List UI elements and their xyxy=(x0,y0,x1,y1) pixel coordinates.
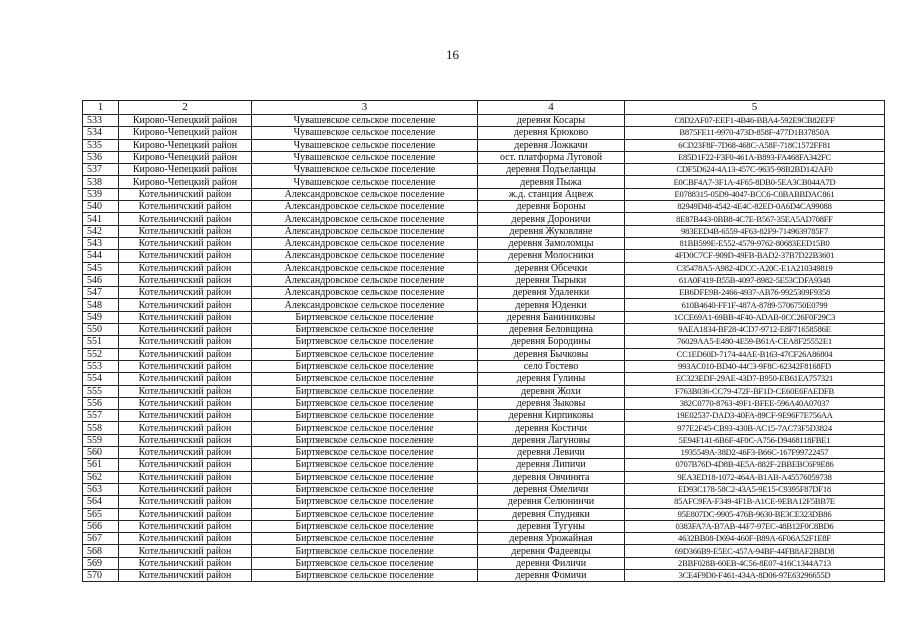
row-number-cell: 548 xyxy=(83,299,119,311)
row-number-cell: 534 xyxy=(83,127,119,139)
guid-cell: CDF5D624-4A13-457C-9635-98B2BD142AF0 xyxy=(625,164,885,176)
row-number-cell: 561 xyxy=(83,459,119,471)
municipality-cell: Александровское сельское поселение xyxy=(252,299,478,311)
row-number-cell: 539 xyxy=(83,188,119,200)
municipality-cell: Александровское сельское поселение xyxy=(252,287,478,299)
municipality-cell: Александровское сельское поселение xyxy=(252,262,478,274)
settlement-registry-table xyxy=(82,100,885,582)
row-number-cell: 549 xyxy=(83,311,119,323)
settlement-cell: деревня Косары xyxy=(478,115,625,127)
row-number-cell: 546 xyxy=(83,274,119,286)
district-cell: Котельничский район xyxy=(119,508,252,520)
guid-cell: 5E94F141-6B6F-4F0C-A756-D9468118FBE1 xyxy=(625,434,885,446)
guid-cell: 76029AA5-E480-4E59-B61A-CEA8F25552E1 xyxy=(625,336,885,348)
row-number-cell: 558 xyxy=(83,422,119,434)
municipality-cell: Александровское сельское поселение xyxy=(252,213,478,225)
district-cell: Котельничский район xyxy=(119,569,252,581)
row-number-cell: 543 xyxy=(83,237,119,249)
settlement-cell: деревня Молосники xyxy=(478,250,625,262)
district-cell: Кирово-Чепецкий район xyxy=(119,151,252,163)
guid-cell: 85AFC9FA-F349-4F1B-A1CE-9EBA12F5BB7E xyxy=(625,496,885,508)
settlement-cell: деревня Бороны xyxy=(478,201,625,213)
row-number-cell: 567 xyxy=(83,533,119,545)
table-row xyxy=(83,447,885,459)
district-cell: Котельничский район xyxy=(119,397,252,409)
settlement-cell: деревня Омеличи xyxy=(478,483,625,495)
district-cell: Котельничский район xyxy=(119,557,252,569)
row-number-cell: 564 xyxy=(83,496,119,508)
table-row xyxy=(83,545,885,557)
row-number-cell: 557 xyxy=(83,410,119,422)
guid-cell: 3CE4F9D0-F461-434A-8D06-97E63296655D xyxy=(625,569,885,581)
guid-cell: C8D2AF07-EEF1-4B46-BBA4-592E9CB82EFF xyxy=(625,115,885,127)
district-cell: Котельничский район xyxy=(119,188,252,200)
settlement-cell: деревня Фомичи xyxy=(478,569,625,581)
header-col-5: 5 xyxy=(625,101,885,115)
table-row xyxy=(83,410,885,422)
row-number-cell: 555 xyxy=(83,385,119,397)
guid-cell: 1CCE69A1-69BB-4F40-ADAB-0CC26F0F29C3 xyxy=(625,311,885,323)
guid-cell: E85D1F22-F3F0-461A-B893-FA468FA342FC xyxy=(625,151,885,163)
row-number-cell: 569 xyxy=(83,557,119,569)
table-row xyxy=(83,262,885,274)
district-cell: Котельничский район xyxy=(119,545,252,557)
district-cell: Котельничский район xyxy=(119,348,252,360)
municipality-cell: Биртяевское сельское поселение xyxy=(252,348,478,360)
table-row xyxy=(83,569,885,581)
district-cell: Котельничский район xyxy=(119,447,252,459)
row-number-cell: 570 xyxy=(83,569,119,581)
settlement-cell: деревня Бородины xyxy=(478,336,625,348)
guid-cell: 382C0770-8763-49F1-BFEE-596A40A07037 xyxy=(625,397,885,409)
guid-cell: 9AEA1834-BF28-4CD7-9712-E8F71658586E xyxy=(625,324,885,336)
municipality-cell: Биртяевское сельское поселение xyxy=(252,533,478,545)
municipality-cell: Биртяевское сельское поселение xyxy=(252,471,478,483)
municipality-cell: Чувашевское сельское поселение xyxy=(252,127,478,139)
settlement-cell: деревня Пыжа xyxy=(478,176,625,188)
table-row xyxy=(83,176,885,188)
guid-cell: CC1ED60D-7174-44AE-B163-47CF26A86804 xyxy=(625,348,885,360)
guid-cell: F763B036-CC79-472F-BF1D-CE60E6FAEDFB xyxy=(625,385,885,397)
table-row xyxy=(83,533,885,545)
municipality-cell: Александровское сельское поселение xyxy=(252,201,478,213)
row-number-cell: 554 xyxy=(83,373,119,385)
settlement-cell: деревня Жохи xyxy=(478,385,625,397)
guid-cell: 4632BB08-D694-460F-B89A-6F06A52F1E8F xyxy=(625,533,885,545)
district-cell: Котельничский район xyxy=(119,520,252,532)
district-cell: Котельничский район xyxy=(119,250,252,262)
settlement-cell: деревня Селюнинчи xyxy=(478,496,625,508)
table-row xyxy=(83,508,885,520)
row-number-cell: 538 xyxy=(83,176,119,188)
district-cell: Котельничский район xyxy=(119,459,252,471)
table-row xyxy=(83,483,885,495)
municipality-cell: Биртяевское сельское поселение xyxy=(252,508,478,520)
guid-cell: 19E02537-DAD3-40FA-89CF-9E96F7E756AA xyxy=(625,410,885,422)
settlement-cell: деревня Липичи xyxy=(478,459,625,471)
municipality-cell: Биртяевское сельское поселение xyxy=(252,385,478,397)
settlement-cell: деревня Гулины xyxy=(478,373,625,385)
row-number-cell: 552 xyxy=(83,348,119,360)
settlement-cell: село Гостево xyxy=(478,360,625,372)
header-col-4: 4 xyxy=(478,101,625,115)
table-row xyxy=(83,139,885,151)
header-col-2: 2 xyxy=(119,101,252,115)
district-cell: Котельничский район xyxy=(119,471,252,483)
district-cell: Котельничский район xyxy=(119,213,252,225)
row-number-cell: 553 xyxy=(83,360,119,372)
table-row xyxy=(83,471,885,483)
settlement-cell: деревня Костичи xyxy=(478,422,625,434)
municipality-cell: Биртяевское сельское поселение xyxy=(252,360,478,372)
guid-cell: 610B4640-FF1F-487A-8789-5706750E0799 xyxy=(625,299,885,311)
guid-cell: 61A0F419-B55B-4097-8982-5E53CDFA9348 xyxy=(625,274,885,286)
table-header-row xyxy=(83,101,885,115)
table-row xyxy=(83,385,885,397)
guid-cell: 9EA3ED18-1072-464A-B1AB-A45576059738 xyxy=(625,471,885,483)
table-row xyxy=(83,397,885,409)
district-cell: Котельничский район xyxy=(119,201,252,213)
municipality-cell: Биртяевское сельское поселение xyxy=(252,483,478,495)
settlement-cell: деревня Дороничи xyxy=(478,213,625,225)
settlement-cell: деревня Беловщина xyxy=(478,324,625,336)
district-cell: Котельничский район xyxy=(119,422,252,434)
municipality-cell: Биртяевское сельское поселение xyxy=(252,324,478,336)
table-row xyxy=(83,520,885,532)
table-row xyxy=(83,459,885,471)
settlement-cell: деревня Овчинята xyxy=(478,471,625,483)
row-number-cell: 541 xyxy=(83,213,119,225)
settlement-cell: деревня Бычковы xyxy=(478,348,625,360)
table-row xyxy=(83,213,885,225)
district-cell: Котельничский район xyxy=(119,410,252,422)
district-cell: Котельничский район xyxy=(119,434,252,446)
table-row xyxy=(83,127,885,139)
settlement-cell: деревня Крюково xyxy=(478,127,625,139)
municipality-cell: Биртяевское сельское поселение xyxy=(252,496,478,508)
guid-cell: 6CD23F8F-7D68-468C-A58F-718C1572FF81 xyxy=(625,139,885,151)
guid-cell: 977E2F45-CB93-430B-AC15-7AC73F5D3824 xyxy=(625,422,885,434)
row-number-cell: 547 xyxy=(83,287,119,299)
row-number-cell: 544 xyxy=(83,250,119,262)
district-cell: Котельничский район xyxy=(119,287,252,299)
settlement-cell: деревня Ложкачи xyxy=(478,139,625,151)
settlement-cell: деревня Филичи xyxy=(478,557,625,569)
municipality-cell: Биртяевское сельское поселение xyxy=(252,434,478,446)
settlement-cell: деревня Левичи xyxy=(478,447,625,459)
guid-cell: 4FD0C7CF-909D-49FB-BAD2-37B7D22B3601 xyxy=(625,250,885,262)
row-number-cell: 566 xyxy=(83,520,119,532)
municipality-cell: Чувашевское сельское поселение xyxy=(252,151,478,163)
district-cell: Котельничский район xyxy=(119,483,252,495)
row-number-cell: 562 xyxy=(83,471,119,483)
row-number-cell: 565 xyxy=(83,508,119,520)
municipality-cell: Александровское сельское поселение xyxy=(252,225,478,237)
district-cell: Котельничский район xyxy=(119,336,252,348)
row-number-cell: 551 xyxy=(83,336,119,348)
row-number-cell: 542 xyxy=(83,225,119,237)
municipality-cell: Биртяевское сельское поселение xyxy=(252,569,478,581)
district-cell: Котельничский район xyxy=(119,311,252,323)
guid-cell: ED93C178-58C2-43A5-9E15-C9395F87DF18 xyxy=(625,483,885,495)
guid-cell: EC323EDF-29AE-43D7-B950-EB61EA757321 xyxy=(625,373,885,385)
district-cell: Котельничский район xyxy=(119,324,252,336)
municipality-cell: Биртяевское сельское поселение xyxy=(252,520,478,532)
row-number-cell: 559 xyxy=(83,434,119,446)
settlement-cell: деревня Тырыки xyxy=(478,274,625,286)
district-cell: Кирово-Чепецкий район xyxy=(119,164,252,176)
settlement-cell: деревня Урожайная xyxy=(478,533,625,545)
settlement-cell: деревня Тугуны xyxy=(478,520,625,532)
municipality-cell: Александровское сельское поселение xyxy=(252,237,478,249)
district-cell: Котельничский район xyxy=(119,274,252,286)
row-number-cell: 540 xyxy=(83,201,119,213)
guid-cell: 2BBF028B-60EB-4C56-8E07-416C1344A713 xyxy=(625,557,885,569)
table-row xyxy=(83,115,885,127)
guid-cell: B875FE11-9970-473D-858F-477D1B37850A xyxy=(625,127,885,139)
settlement-cell: деревня Спудняки xyxy=(478,508,625,520)
settlement-cell: деревня Баниниковы xyxy=(478,311,625,323)
municipality-cell: Биртяевское сельское поселение xyxy=(252,397,478,409)
settlement-cell: ж.д. станция Ацвеж xyxy=(478,188,625,200)
guid-cell: E0CBF4A7-3F1A-4F65-8DB0-5EA3CB044A7D xyxy=(625,176,885,188)
municipality-cell: Чувашевское сельское поселение xyxy=(252,176,478,188)
row-number-cell: 537 xyxy=(83,164,119,176)
row-number-cell: 536 xyxy=(83,151,119,163)
table-row xyxy=(83,373,885,385)
municipality-cell: Чувашевское сельское поселение xyxy=(252,115,478,127)
table-row xyxy=(83,237,885,249)
district-cell: Котельничский район xyxy=(119,225,252,237)
guid-cell: 69D366B9-E5EC-457A-94BF-44FB8AF2BBD8 xyxy=(625,545,885,557)
guid-cell: 983EED4B-6559-4F63-82F9-7149639785F7 xyxy=(625,225,885,237)
municipality-cell: Биртяевское сельское поселение xyxy=(252,311,478,323)
table-body xyxy=(83,115,885,582)
page-number: 16 xyxy=(446,47,459,62)
guid-cell: 0383FA7A-B7AB-44F7-97EC-48B12F0C8BD6 xyxy=(625,520,885,532)
guid-cell: EB6DFE9B-2466-4937-AB76-9925309F9358 xyxy=(625,287,885,299)
table-row xyxy=(83,324,885,336)
table-row xyxy=(83,250,885,262)
settlement-cell: деревня Жуковляне xyxy=(478,225,625,237)
settlement-cell: деревня Кирпиковы xyxy=(478,410,625,422)
settlement-cell: деревня Замоломцы xyxy=(478,237,625,249)
table-row xyxy=(83,557,885,569)
municipality-cell: Биртяевское сельское поселение xyxy=(252,410,478,422)
row-number-cell: 533 xyxy=(83,115,119,127)
guid-cell: 95E807DC-9905-476B-9630-BE3CE323DB86 xyxy=(625,508,885,520)
row-number-cell: 556 xyxy=(83,397,119,409)
guid-cell: 993AC010-BD40-44C3-9F8C-62342F8168FD xyxy=(625,360,885,372)
district-cell: Кирово-Чепецкий район xyxy=(119,176,252,188)
table-row xyxy=(83,299,885,311)
municipality-cell: Биртяевское сельское поселение xyxy=(252,422,478,434)
district-cell: Котельничский район xyxy=(119,299,252,311)
row-number-cell: 545 xyxy=(83,262,119,274)
settlement-cell: ост. платформа Луговой xyxy=(478,151,625,163)
row-number-cell: 550 xyxy=(83,324,119,336)
settlement-cell: деревня Лагуновы xyxy=(478,434,625,446)
table-row xyxy=(83,311,885,323)
table-row xyxy=(83,164,885,176)
municipality-cell: Биртяевское сельское поселение xyxy=(252,447,478,459)
guid-cell: 8E87B443-0BB8-4C7E-B567-35EA5AD708FF xyxy=(625,213,885,225)
settlement-cell: деревня Подъеланцы xyxy=(478,164,625,176)
table-row xyxy=(83,496,885,508)
district-cell: Кирово-Чепецкий район xyxy=(119,115,252,127)
table-row xyxy=(83,348,885,360)
municipality-cell: Чувашевское сельское поселение xyxy=(252,139,478,151)
district-cell: Кирово-Чепецкий район xyxy=(119,139,252,151)
guid-cell: E0788315-05D9-4047-BCC6-C0BABBDAC861 xyxy=(625,188,885,200)
row-number-cell: 563 xyxy=(83,483,119,495)
municipality-cell: Чувашевское сельское поселение xyxy=(252,164,478,176)
municipality-cell: Биртяевское сельское поселение xyxy=(252,459,478,471)
table-row xyxy=(83,151,885,163)
district-cell: Котельничский район xyxy=(119,496,252,508)
table-row xyxy=(83,360,885,372)
municipality-cell: Биртяевское сельское поселение xyxy=(252,336,478,348)
district-cell: Котельничский район xyxy=(119,373,252,385)
table-row xyxy=(83,422,885,434)
row-number-cell: 560 xyxy=(83,447,119,459)
table-row xyxy=(83,201,885,213)
table-row xyxy=(83,287,885,299)
settlement-cell: деревня Юденки xyxy=(478,299,625,311)
district-cell: Котельничский район xyxy=(119,360,252,372)
table-row xyxy=(83,434,885,446)
municipality-cell: Александровское сельское поселение xyxy=(252,274,478,286)
settlement-cell: деревня Фадеевцы xyxy=(478,545,625,557)
table-row xyxy=(83,188,885,200)
table-row xyxy=(83,336,885,348)
guid-cell: C35478A5-A982-4DCC-A20C-E1A210349819 xyxy=(625,262,885,274)
table-row xyxy=(83,225,885,237)
district-cell: Котельничский район xyxy=(119,237,252,249)
district-cell: Котельничский район xyxy=(119,533,252,545)
municipality-cell: Биртяевское сельское поселение xyxy=(252,373,478,385)
district-cell: Котельничский район xyxy=(119,262,252,274)
municipality-cell: Биртяевское сельское поселение xyxy=(252,557,478,569)
row-number-cell: 535 xyxy=(83,139,119,151)
settlement-cell: деревня Зыковы xyxy=(478,397,625,409)
guid-cell: 0707B76D-4D8B-4E5A-882F-2BBEBC6F9E86 xyxy=(625,459,885,471)
settlement-cell: деревня Удаленки xyxy=(478,287,625,299)
settlement-cell: деревня Обсечки xyxy=(478,262,625,274)
municipality-cell: Александровское сельское поселение xyxy=(252,250,478,262)
district-cell: Кирово-Чепецкий район xyxy=(119,127,252,139)
municipality-cell: Александровское сельское поселение xyxy=(252,188,478,200)
guid-cell: 81BB599E-E552-4579-9762-80683EED15B0 xyxy=(625,237,885,249)
header-col-3: 3 xyxy=(252,101,478,115)
district-cell: Котельничский район xyxy=(119,385,252,397)
municipality-cell: Биртяевское сельское поселение xyxy=(252,545,478,557)
guid-cell: 82949D48-4542-4E4C-82ED-0A6D4CA99088 xyxy=(625,201,885,213)
row-number-cell: 568 xyxy=(83,545,119,557)
guid-cell: 1935549A-38D2-46F3-B66C-167F99722457 xyxy=(625,447,885,459)
table-row xyxy=(83,274,885,286)
header-col-1: 1 xyxy=(83,101,119,115)
